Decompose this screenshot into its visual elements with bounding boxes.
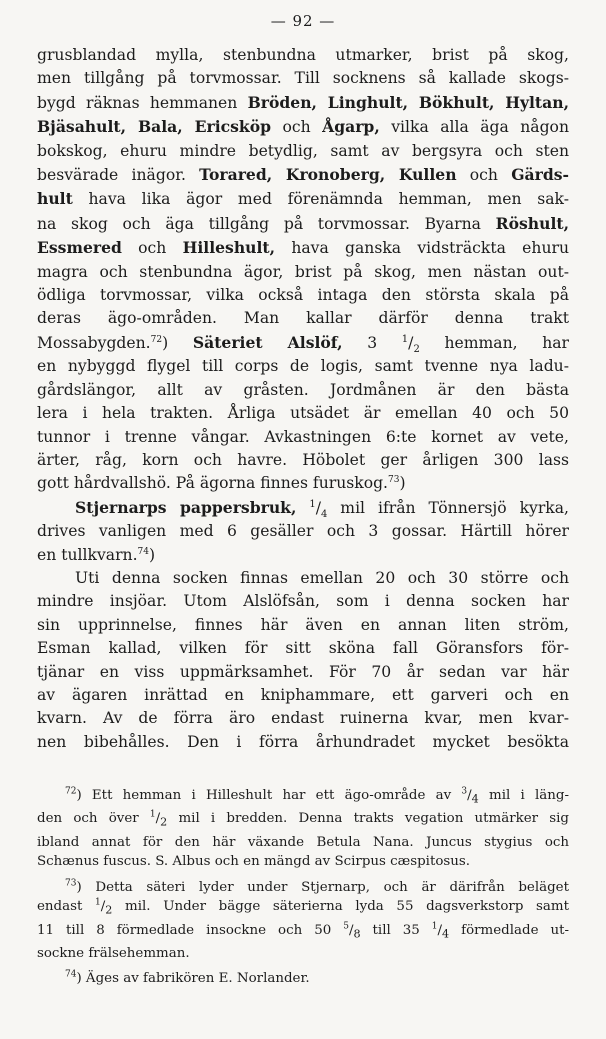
text-line: en tullkvarn.$^{74}$) — [37, 545, 156, 564]
text-line: gårdslängor, allt av gråsten. Jordmånen är den bästa — [37, 380, 569, 399]
text-line: Mossabygden.$^{72}$) Säteriet Alslöf, 3 $^1/_2$ hemman, har — [37, 332, 570, 355]
fraction: $^1/_2$ — [401, 333, 420, 355]
place-name: Stjernarps pappersbruk, — [75, 497, 297, 517]
text-line: Essmered och Hilleshult, hava ganska vidsträckta ehuru — [37, 238, 569, 258]
text-line: av ägaren inrättad en kniphammare, ett garveri och en — [37, 685, 569, 704]
footnotes — [37, 786, 569, 995]
text-line: Stjernarps pappersbruk, $^1/_4$ mil ifrån Tönnersjö kyrka, — [75, 497, 569, 520]
text-line: grusblandad mylla, stenbundna utmarker, brist på skog, — [37, 46, 569, 64]
text-line: kvarn. Av de förra äro endast ruinerna kvar, men kvar- — [37, 709, 569, 728]
text-line: gott hårdvallshö. På ägorna finnes furuskog.$^{73}$) — [37, 474, 406, 493]
text-line: na skog och äga tillgång på torvmossar. Byarna Röshult, — [37, 213, 569, 233]
text-line: bygd räknas hemmanen Bröden, Linghult, Bökhult, Hyltan, — [37, 92, 569, 112]
page-number: — 92 — — [270, 12, 336, 30]
text-line: en nybyggd flygel till corps de logis, samt tvenne nya ladu- — [37, 357, 569, 376]
footnote-ref: 72 — [150, 334, 163, 345]
place-name: Säteriet Alslöf, — [192, 332, 343, 352]
text-line: Esman kallad, vilken för sitt sköna fall Göransfors för- — [37, 639, 569, 658]
place-name: Hilleshult, — [182, 238, 276, 258]
place-name: Gärds- — [511, 165, 569, 185]
footnote-73: $^{73}$) Detta säteri lyder under Stjernarp, och är därifrån beläget endast $^1/_2$ mil. Under bägge säterierna lyda 55 dagsverkstorp samt 11 till 8 förmedlade insockne och 50 $^5/_8$ till 35 $^1/_4$ förmedlade ut- sockne frälsehemman. — [37, 878, 569, 961]
footnote-ref: 74 — [137, 546, 149, 557]
text-line: ärter, råg, korn och havre. Höbolet ger årligen 300 lass — [37, 450, 569, 469]
text-line: lera i hela trakten. Årliga utsädet är emellan 40 och 50 — [37, 404, 569, 423]
text-line: Bjäsahult, Bala, Ericsköp och Ågarp, vilka alla äga någon — [37, 117, 569, 137]
text-line: deras ägo-områden. Man kallar därför denna trakt — [37, 309, 569, 328]
text-line: mindre insjöar. Utom Alslöfsån, som i denna socken har — [37, 592, 569, 611]
place-name: hult — [37, 189, 73, 209]
text-line: tjänar en viss uppmärksamhet. För 70 år sedan var här — [37, 662, 569, 681]
fraction: $^1/_4$ — [309, 498, 328, 520]
place-name: Röshult, — [495, 213, 569, 233]
text-line: drives vanligen med 6 gesäller och 3 gossar. Härtill hörer — [37, 522, 569, 541]
text-line: magra och stenbundna ägor, brist på skog, men nästan out- — [37, 262, 569, 281]
text-line: besvärade inägor. Torared, Kronoberg, Kullen och Gärds- — [37, 165, 569, 185]
text-line: bokskog, ehuru mindre betydlig, samt av bergsyra och sten — [37, 141, 569, 160]
text-line: ödliga torvmossar, vilka också intaga den största skala på — [37, 286, 569, 305]
footnote-74: $^{74}$) Äges av fabrikören E. Norlander. — [65, 969, 310, 987]
text-line: nen bibehålles. Den i förra århundradet mycket besökta — [37, 732, 569, 751]
place-name: Bjäsahult, Bala, Ericsköp — [37, 117, 272, 137]
text-line: tunnor i trenne vångar. Avkastningen 6:te kornet av vete, — [37, 427, 569, 446]
place-name: Torared, Kronoberg, Kullen — [199, 165, 457, 185]
text-line: sin upprinnelse, finnes här även en annan liten ström, — [37, 615, 569, 634]
footnote-ref: 73 — [388, 475, 400, 486]
text-line: Uti denna socken finnas emellan 20 och 30 större och — [75, 568, 569, 587]
place-name: Ågarp, — [322, 117, 380, 137]
footnote-72: $^{72}$) Ett hemman i Hilleshult har ett ägo-område av $^3/_4$ mil i läng- den och över $^1/_2$ mil i bredden. Denna trakts vegation utmärker sig ibland annat för den här växande Betula Nana. Juncus stygius och Schænus fuscus. S. Albus och en mängd av Scirpus cæspitosus. — [37, 786, 569, 870]
place-name: Bröden, Linghult, Bökhult, Hyltan, — [247, 92, 569, 112]
place-name: Essmered — [37, 238, 122, 258]
body-text — [37, 44, 569, 754]
text-line: men tillgång på torvmossar. Till socknens så kallade skogs- — [37, 69, 569, 88]
text-line: hult hava lika ägor med förenämnda hemman, men sak- — [37, 189, 569, 209]
